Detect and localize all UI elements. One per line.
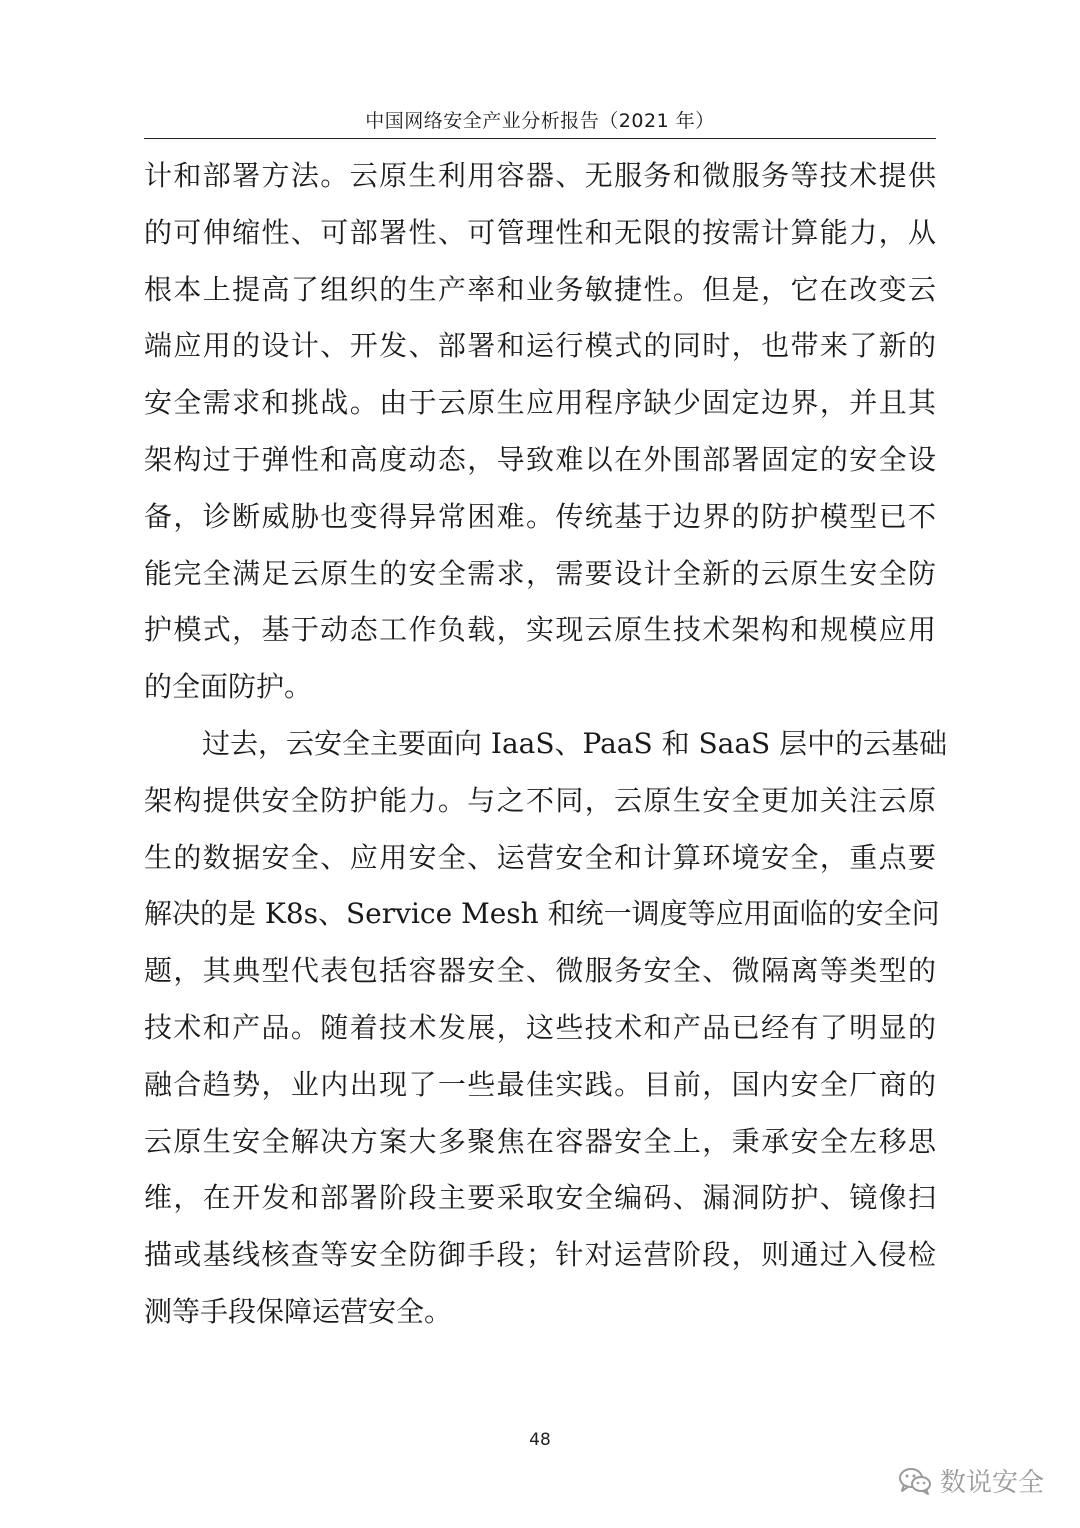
paragraph-2-line: 测等手段保障运营安全。 <box>144 1294 453 1328</box>
paragraph-2-line: 题，其典型代表包括容器安全、微服务安全、微隔离等类型的 <box>144 954 936 988</box>
page-header <box>144 108 936 139</box>
paragraph-2-line: 架构提供安全防护能力。与之不同，云原生安全更加关注云原 <box>144 783 936 817</box>
paragraph-1-line: 护模式，基于动态工作负载，实现云原生技术架构和规模应用 <box>144 613 936 647</box>
paragraph-2-line: 解决的是 K8s、Service Mesh 和统一调度等应用面临的安全问 <box>144 897 940 931</box>
paragraph-2-line: 过去，云安全主要面向 IaaS、PaaS 和 SaaS 层中的云基础 <box>202 726 948 760</box>
page-number: 48 <box>529 1430 551 1450</box>
paragraph-1-line: 能完全满足云原生的安全需求，需要设计全新的云原生安全防 <box>144 556 936 590</box>
paragraph-1-line: 架构过于弹性和高度动态，导致难以在外围部署固定的安全设 <box>144 442 936 476</box>
paragraph-1-line: 端应用的设计、开发、部署和运行模式的同时，也带来了新的 <box>144 329 936 363</box>
paragraph-1-line: 根本上提高了组织的生产率和业务敏捷性。但是，它在改变云 <box>144 272 936 306</box>
watermark <box>898 1462 1044 1499</box>
paragraph-1-line: 计和部署方法。云原生利用容器、无服务和微服务等技术提供 <box>144 159 936 192</box>
paragraph-2-line: 描或基线核查等安全防御手段；针对运营阶段，则通过入侵检 <box>144 1238 936 1272</box>
paragraph-2-line: 技术和产品。随着技术发展，这些技术和产品已经有了明显的 <box>144 1010 936 1044</box>
wechat-icon <box>898 1466 932 1496</box>
watermark-text: 数说安全 <box>939 1468 1044 1498</box>
paragraph-2-line: 融合趋势，业内出现了一些最佳实践。目前，国内安全厂商的 <box>144 1067 936 1101</box>
paragraph-2-line: 维，在开发和部署阶段主要采取安全编码、漏洞防护、镜像扫 <box>144 1181 936 1215</box>
paragraph-1-line: 备，诊断威胁也变得异常困难。传统基于边界的防护模型已不 <box>144 499 936 533</box>
paragraph-2-line: 生的数据安全、应用安全、运营安全和计算环境安全，重点要 <box>144 840 936 874</box>
paragraph-1-line: 的全面防护。 <box>144 670 313 704</box>
body-text <box>144 148 948 1341</box>
paragraph-1-line: 安全需求和挑战。由于云原生应用程序缺少固定边界，并且其 <box>144 386 936 420</box>
header-title: 中国网络安全产业分析报告（2021 年） <box>365 110 715 132</box>
paragraph-1-line: 的可伸缩性、可部署性、可管理性和无限的按需计算能力，从 <box>144 215 936 249</box>
paragraph-2-line: 云原生安全解决方案大多聚焦在容器安全上，秉承安全左移思 <box>144 1124 936 1158</box>
